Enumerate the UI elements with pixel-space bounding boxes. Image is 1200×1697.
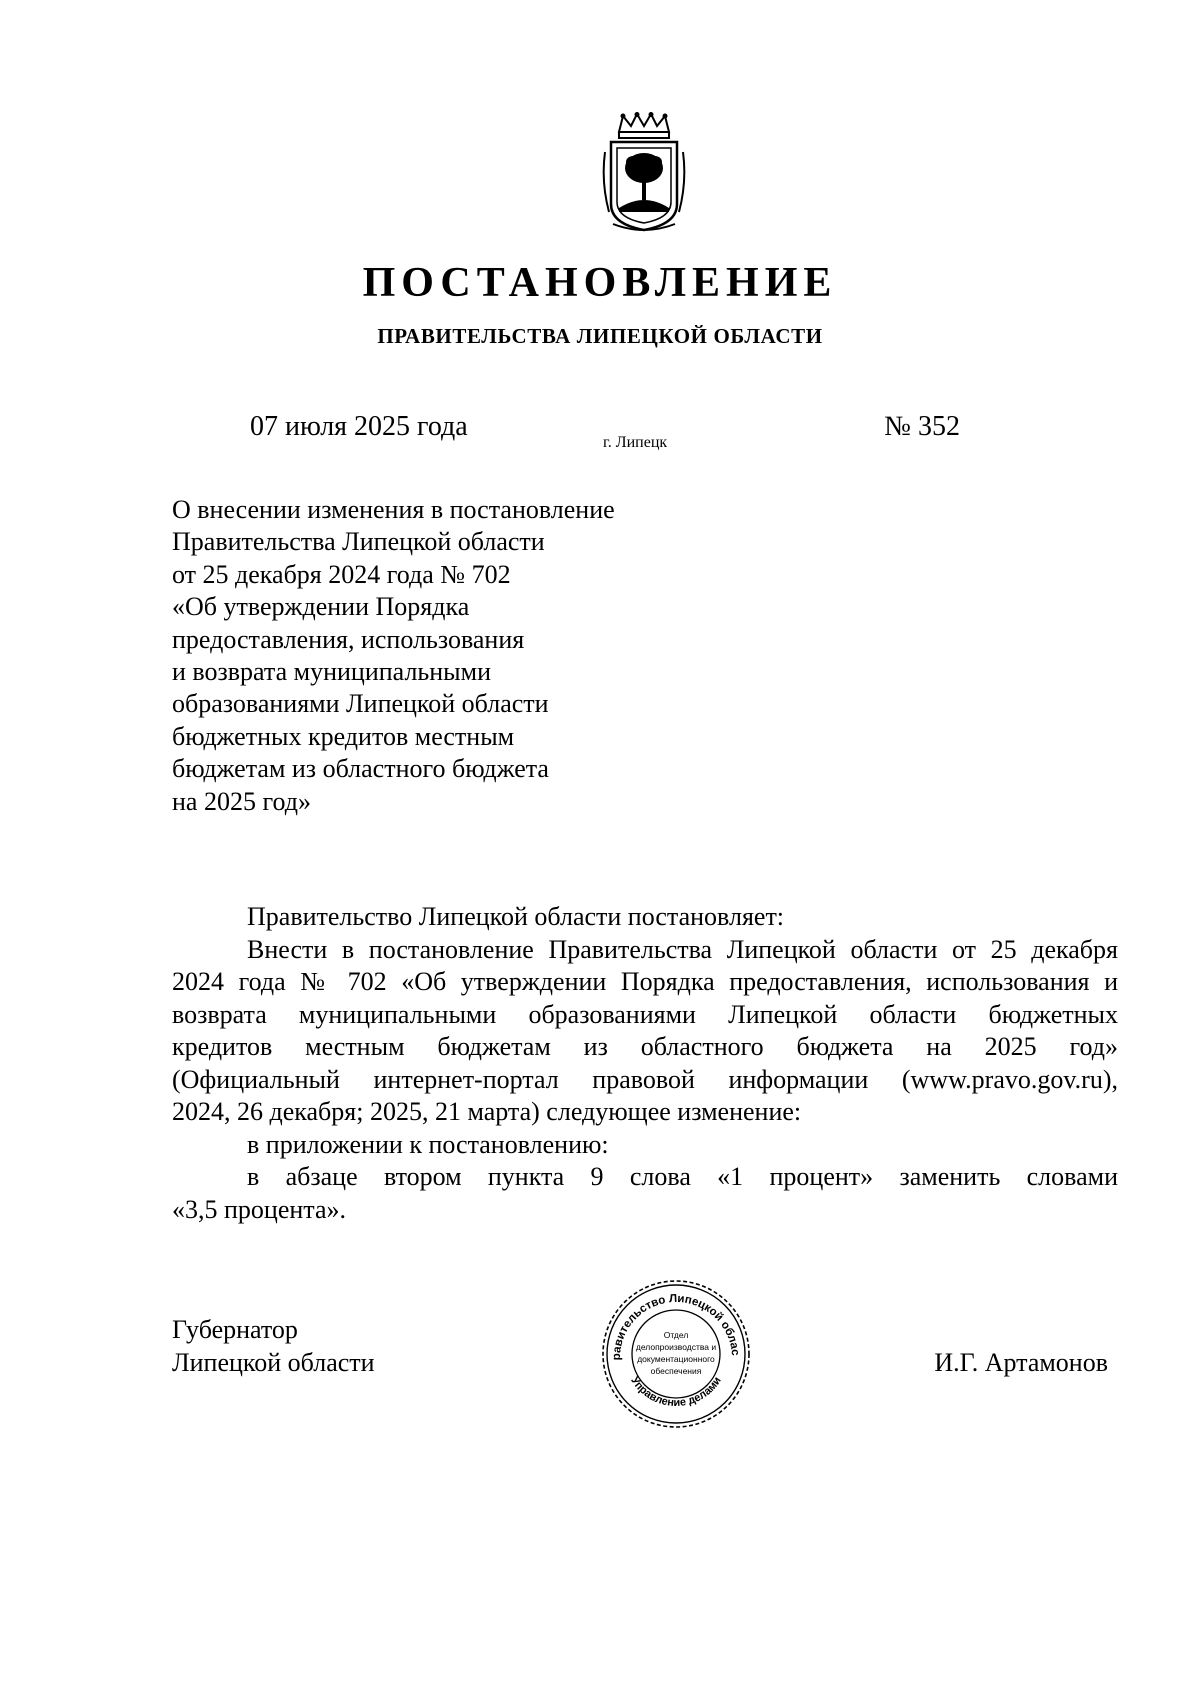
document-number: № 352 xyxy=(884,411,960,442)
body-line: возврата муниципальными образованиями Липецкой области бюджетных xyxy=(172,999,1118,1029)
official-stamp xyxy=(600,1278,752,1430)
subject-line: от 25 декабря 2024 года № 702 xyxy=(172,559,511,589)
body-line: в приложении к постановлению: xyxy=(247,1129,609,1159)
signatory-name: И.Г. Артамонов xyxy=(934,1348,1108,1377)
document-date: 07 июля 2025 года xyxy=(250,411,468,442)
subject-line: образованиями Липецкой области xyxy=(172,689,549,719)
stamp-outer-text: равительство Липецкой облас xyxy=(610,1292,742,1361)
svg-text:Управление делами xyxy=(628,1375,724,1409)
document-body xyxy=(172,901,1118,1226)
document-city: г. Липецк xyxy=(603,434,668,451)
subject-line: «Об утверждении Порядка xyxy=(172,592,470,622)
document-subject xyxy=(172,494,692,818)
subject-line: и возврата муниципальными xyxy=(172,657,492,687)
stamp-inner-line: документационного xyxy=(637,1354,715,1364)
stamp-inner-line: делопроизводства и xyxy=(635,1342,717,1352)
body-line: Правительство Липецкой области постановляет: xyxy=(247,902,785,931)
body-line: 2024, 26 декабря; 2025, 21 марта) следующее изменение: xyxy=(172,1097,802,1126)
subject-line: предоставления, использования xyxy=(172,624,525,654)
signatory-position-line: Губернатор xyxy=(172,1315,298,1344)
body-line: кредитов местным бюджетам из областного бюджета на 2025 год» xyxy=(172,1032,1118,1061)
coat-of-arms-emblem xyxy=(601,112,687,235)
body-line: в абзаце втором пункта 9 слова «1 процент» заменить словами xyxy=(247,1162,1118,1191)
signatory-position-line: Липецкой области xyxy=(172,1348,375,1377)
body-line: (Официальный интернет-портал правовой информации (www.pravo.gov.ru), xyxy=(172,1064,1118,1094)
body-line: Внести в постановление Правительства Липецкой области от 25 декабря xyxy=(247,934,1118,964)
stamp-bottom-text: Управление делами xyxy=(628,1374,724,1410)
body-line: 2024 года № 702 «Об утверждении Порядка предоставления, использования и xyxy=(172,967,1118,996)
subject-line: Правительства Липецкой области xyxy=(172,527,545,557)
document-title: ПОСТАНОВЛЕНИЕ xyxy=(362,260,838,306)
body-line: «3,5 процента». xyxy=(172,1194,347,1224)
subject-line: бюджетам из областного бюджета xyxy=(172,754,549,784)
stamp-inner-line: Отдел xyxy=(663,1330,689,1340)
subject-line: бюджетных кредитов местным xyxy=(172,721,515,751)
signatory-position xyxy=(172,1313,375,1379)
subject-line: О внесении изменения в постановление xyxy=(172,495,615,524)
stamp-inner-line: обеспечения xyxy=(650,1366,702,1376)
subject-line: на 2025 год» xyxy=(172,786,311,816)
document-subtitle: ПРАВИТЕЛЬСТВА ЛИПЕЦКОЙ ОБЛАСТИ xyxy=(377,324,823,348)
